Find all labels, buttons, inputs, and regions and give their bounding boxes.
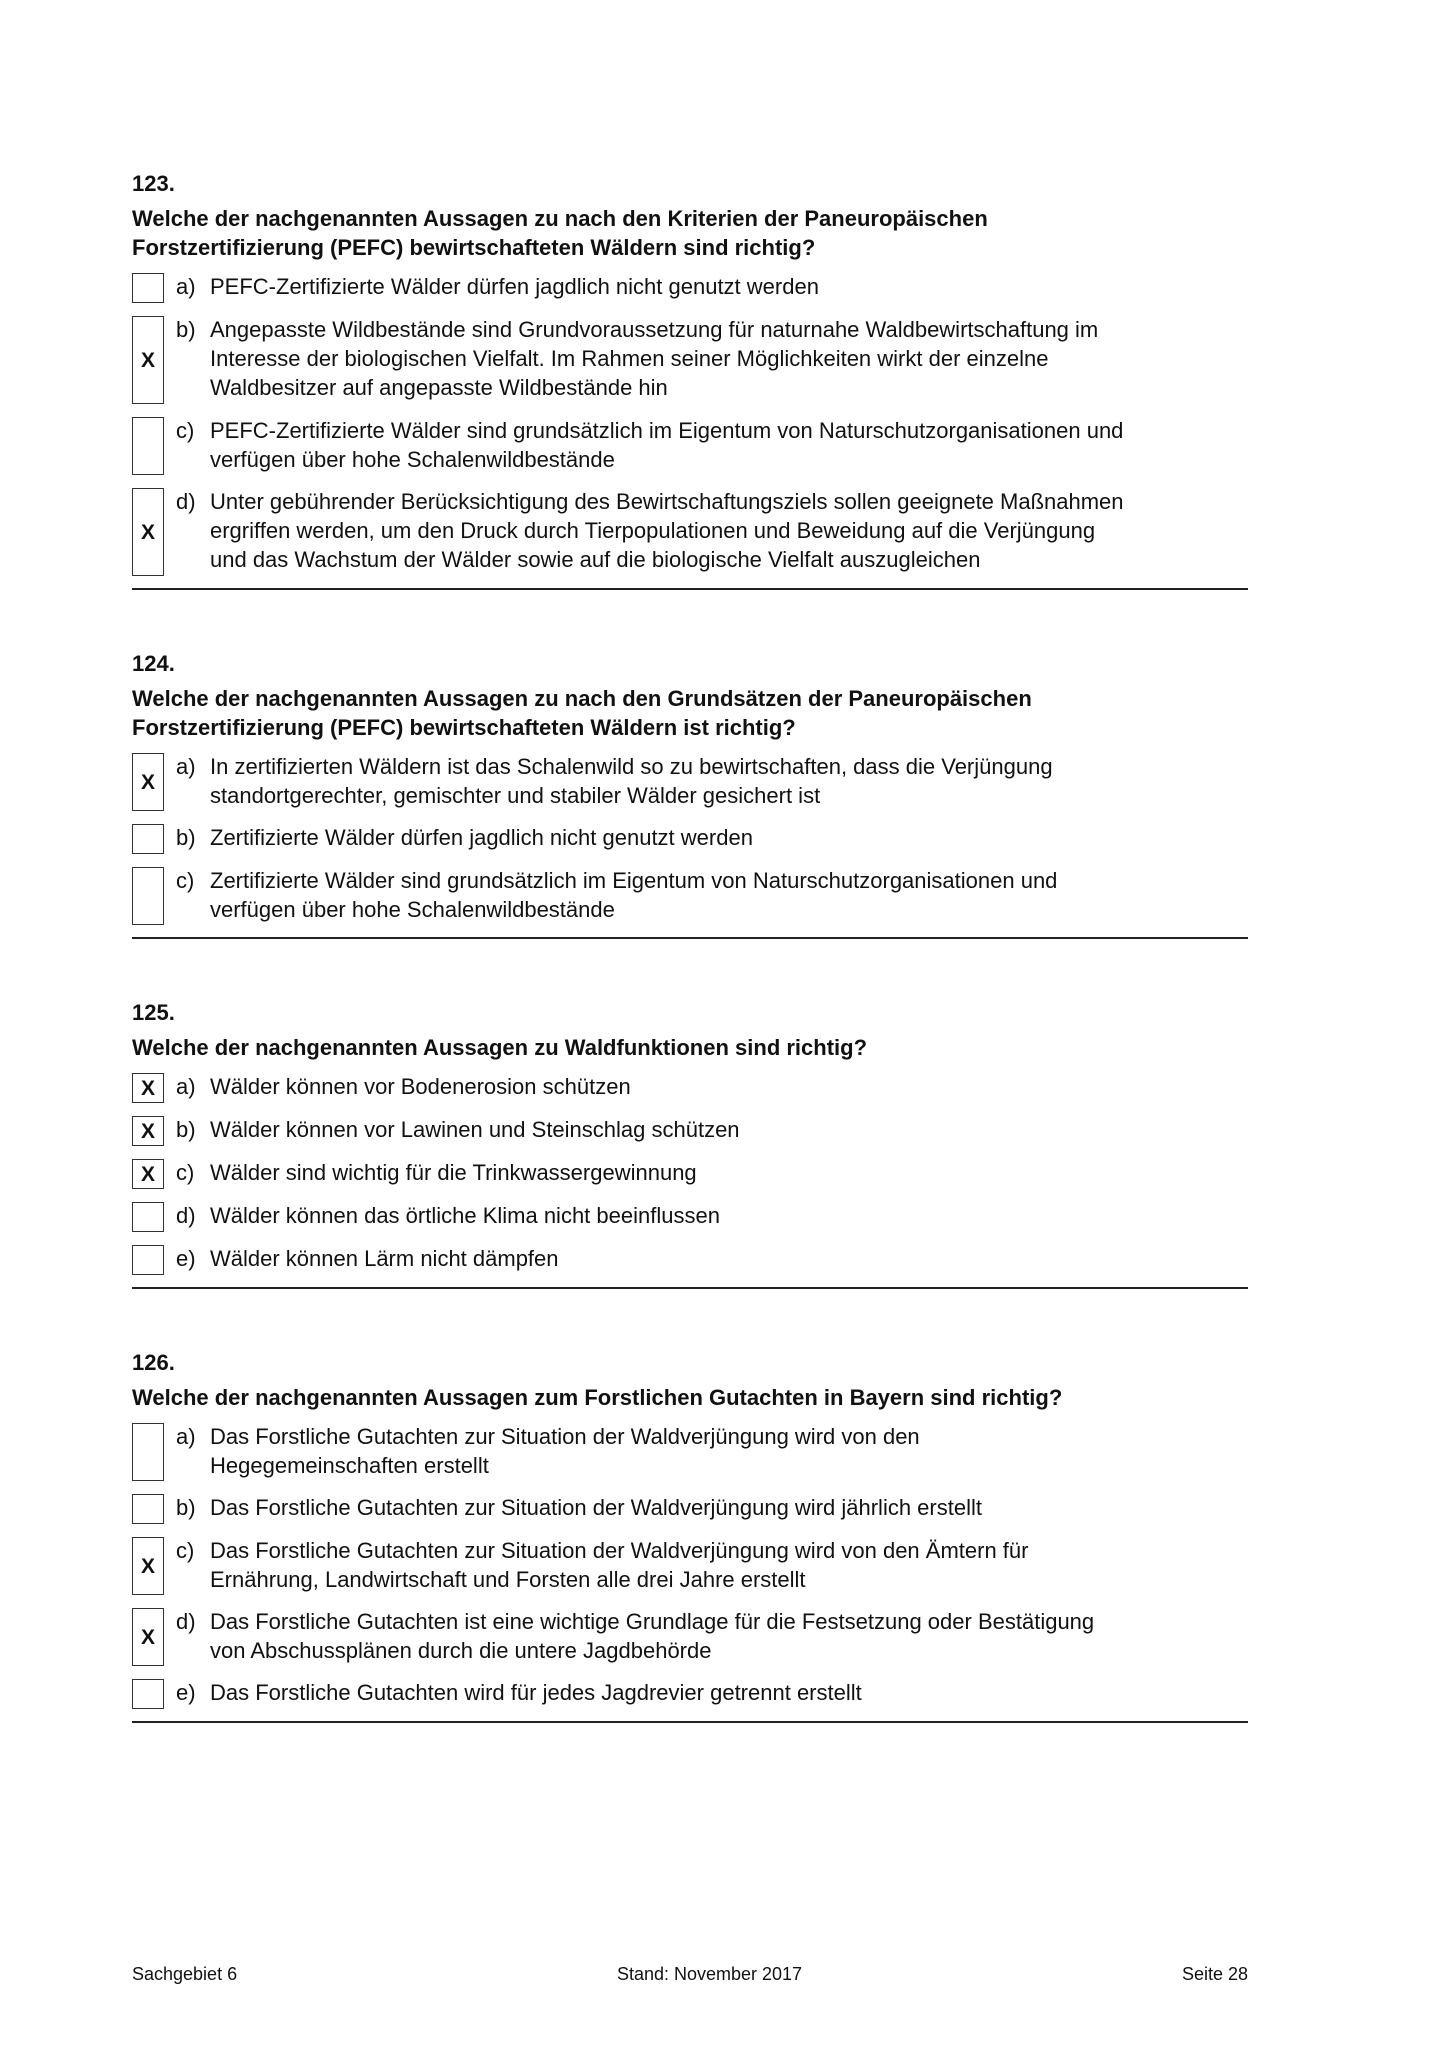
question-123 — [132, 170, 1248, 590]
option-letter: b) — [176, 317, 196, 342]
question-number: 125. — [132, 1000, 175, 1025]
answer-checkbox[interactable] — [132, 1423, 164, 1481]
answer-checkbox[interactable]: X — [132, 1608, 164, 1666]
option-letter: b) — [176, 825, 196, 850]
question-125 — [132, 999, 1248, 1289]
answer-checkbox[interactable] — [132, 273, 164, 303]
answer-checkbox[interactable]: X — [132, 1073, 164, 1103]
page-footer — [132, 1962, 1248, 1986]
option-letter: d) — [176, 1609, 196, 1634]
option-text: Das Forstliche Gutachten ist eine wichtige Grundlage für die Festsetzung oder Bestätigung von Abschussplänen durch die untere Jagdbehörde — [210, 1609, 1095, 1663]
answer-checkbox[interactable] — [132, 1494, 164, 1524]
answer-checkbox[interactable] — [132, 1202, 164, 1232]
option-text: Das Forstliche Gutachten zur Situation der Waldverjüngung wird jährlich erstellt — [210, 1495, 982, 1520]
question-number: 126. — [132, 1350, 175, 1375]
option-text: PEFC-Zertifizierte Wälder dürfen jagdlich nicht genutzt werden — [210, 274, 819, 299]
answer-checkbox[interactable]: X — [132, 753, 164, 811]
question-text: Welche der nachgenannten Aussagen zum Forstlichen Gutachten in Bayern sind richtig? — [132, 1385, 1063, 1410]
question-text: Welche der nachgenannten Aussagen zu nach den Grundsätzen der Paneuropäischen Forstzertifizierung (PEFC) bewirtschafteten Wäldern ist richtig? — [132, 686, 1032, 740]
option-letter: c) — [176, 418, 195, 443]
answer-checkbox[interactable]: X — [132, 1537, 164, 1595]
option-text: Wälder sind wichtig für die Trinkwassergewinnung — [210, 1160, 697, 1185]
option-text: PEFC-Zertifizierte Wälder sind grundsätzlich im Eigentum von Naturschutzorganisationen und verfügen über hohe Schalenwildbestände — [210, 418, 1124, 472]
option-letter: a) — [176, 274, 196, 299]
answer-option-e — [132, 1678, 1248, 1709]
option-text: Zertifizierte Wälder sind grundsätzlich im Eigentum von Naturschutzorganisationen und verfügen über hohe Schalenwildbestände — [210, 868, 1058, 922]
footer-date: Stand: November 2017 — [616, 1964, 803, 1984]
question-number: 123. — [132, 171, 175, 196]
answer-checkbox[interactable]: X — [132, 316, 164, 404]
answer-option-a — [132, 1072, 1248, 1103]
question-list — [132, 170, 1248, 1723]
answer-option-e — [132, 1244, 1248, 1275]
option-text: Wälder können vor Lawinen und Steinschlag schützen — [210, 1117, 740, 1142]
option-text: Unter gebührender Berücksichtigung des Bewirtschaftungsziels sollen geeignete Maßnahmen ergriffen werden, um den Druck durch Tierpopulationen und Beweidung auf die Verjüngung und das Wachstum der Wälder sowie auf die biologische Vielfalt auszugleichen — [210, 489, 1124, 572]
answer-checkbox[interactable] — [132, 867, 164, 925]
answer-checkbox[interactable]: X — [132, 488, 164, 576]
answer-option-c — [132, 1536, 1248, 1595]
answer-option-c — [132, 866, 1248, 925]
option-text: In zertifizierten Wäldern ist das Schalenwild so zu bewirtschaften, dass die Verjüngung standortgerechter, gemischter und stabiler Wälder gesichert ist — [210, 754, 1053, 808]
option-text: Zertifizierte Wälder dürfen jagdlich nicht genutzt werden — [210, 825, 753, 850]
answer-option-a — [132, 1422, 1248, 1481]
question-124 — [132, 650, 1248, 939]
answer-checkbox[interactable]: X — [132, 1116, 164, 1146]
question-text: Welche der nachgenannten Aussagen zu nach den Kriterien der Paneuropäischen Forstzertifizierung (PEFC) bewirtschafteten Wäldern sind richtig? — [132, 206, 988, 260]
option-text: Das Forstliche Gutachten zur Situation der Waldverjüngung wird von den Hegegemeinschaften erstellt — [210, 1424, 920, 1478]
option-text: Angepasste Wildbestände sind Grundvoraussetzung für naturnahe Waldbewirtschaftung im Interesse der biologischen Vielfalt. Im Rahmen seiner Möglichkeiten wirkt der einzelne Waldbesitzer auf angepasste Wildbestände hin — [210, 317, 1099, 400]
option-letter: e) — [176, 1680, 196, 1705]
answer-checkbox[interactable] — [132, 1245, 164, 1275]
question-126 — [132, 1349, 1248, 1723]
answer-checkbox[interactable] — [132, 824, 164, 854]
answer-checkbox[interactable] — [132, 1679, 164, 1709]
option-letter: c) — [176, 1538, 195, 1563]
answer-option-b — [132, 823, 1248, 854]
option-letter: b) — [176, 1117, 196, 1142]
answer-option-c — [132, 416, 1248, 475]
option-letter: c) — [176, 1160, 195, 1185]
option-text: Wälder können Lärm nicht dämpfen — [210, 1246, 559, 1271]
footer-page-number: Seite 28 — [1181, 1964, 1248, 1984]
option-text: Das Forstliche Gutachten wird für jedes Jagdrevier getrennt erstellt — [210, 1680, 862, 1705]
option-text: Wälder können vor Bodenerosion schützen — [210, 1074, 631, 1099]
question-number: 124. — [132, 651, 175, 676]
answer-option-b — [132, 315, 1248, 404]
answer-option-b — [132, 1493, 1248, 1524]
answer-option-b — [132, 1115, 1248, 1146]
answer-option-a — [132, 752, 1248, 811]
answer-option-d — [132, 487, 1248, 576]
option-letter: d) — [176, 1203, 196, 1228]
question-text: Welche der nachgenannten Aussagen zu Waldfunktionen sind richtig? — [132, 1035, 868, 1060]
answer-option-d — [132, 1201, 1248, 1232]
footer-section: Sachgebiet 6 — [132, 1964, 238, 1984]
option-letter: d) — [176, 489, 196, 514]
option-text: Wälder können das örtliche Klima nicht beeinflussen — [210, 1203, 720, 1228]
answer-checkbox[interactable]: X — [132, 1159, 164, 1189]
option-letter: b) — [176, 1495, 196, 1520]
answer-option-d — [132, 1607, 1248, 1666]
option-letter: a) — [176, 754, 196, 779]
answer-option-c — [132, 1158, 1248, 1189]
answer-option-a — [132, 272, 1248, 303]
option-letter: a) — [176, 1074, 196, 1099]
option-letter: e) — [176, 1246, 196, 1271]
option-text: Das Forstliche Gutachten zur Situation der Waldverjüngung wird von den Ämtern für Ernährung, Landwirtschaft und Forsten alle drei Jahre erstellt — [210, 1538, 1029, 1592]
option-letter: a) — [176, 1424, 196, 1449]
answer-checkbox[interactable] — [132, 417, 164, 475]
option-letter: c) — [176, 868, 195, 893]
